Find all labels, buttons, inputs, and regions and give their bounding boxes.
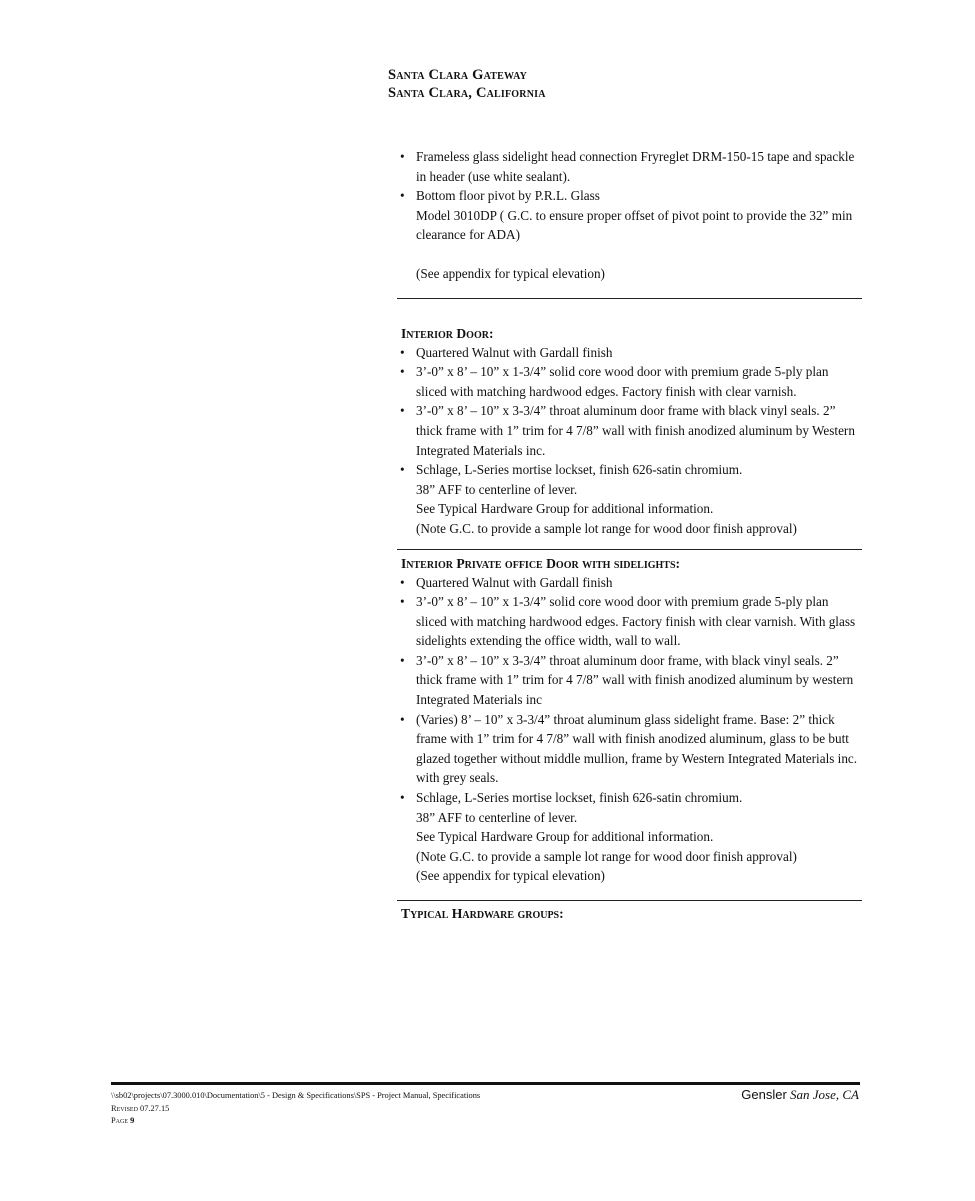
interior-door-list [397, 343, 862, 539]
page-label: Page [111, 1116, 128, 1126]
page-number [111, 1115, 480, 1128]
appendix-note: (See appendix for typical elevation) [416, 265, 605, 281]
list-item: • Schlage, L-Series mortise lockset, finish 626-satin chromium. [397, 788, 862, 808]
list-item: • Frameless glass sidelight head connection Fryreglet DRM-150-15 tape and spackle in header (use white sealant). [397, 147, 862, 186]
section-divider [397, 549, 862, 550]
list-item-continuation: Model 3010DP ( G.C. to ensure proper offset of pivot point to provide the 32” min clearance for ADA) [416, 207, 853, 243]
spec-content [397, 147, 862, 923]
firm-location: San Jose, CA [790, 1087, 859, 1102]
list-item: • 3’-0” x 8’ – 10” x 1-3/4” solid core wood door with premium grade 5-ply plan sliced with matching hardwood edges. Factory finish with clear varnish. [397, 362, 862, 401]
intro-list [397, 147, 862, 245]
list-item-continuation: (Note G.C. to provide a sample lot range for wood door finish approval) [416, 520, 797, 536]
list-item: • Quartered Walnut with Gardall finish [397, 343, 862, 363]
section-title-hardware-groups: Typical Hardware groups: [401, 906, 564, 921]
list-item: • Schlage, L-Series mortise lockset, finish 626-satin chromium. [397, 460, 862, 480]
section-divider [397, 900, 862, 901]
section-title-interior-door: Interior Door: [401, 325, 494, 341]
project-location: Santa Clara, California [388, 85, 546, 101]
list-item: • 3’-0” x 8’ – 10” x 1-3/4” solid core wood door with premium grade 5-ply plan sliced with matching hardwood edges. Factory finish with clear varnish. With glass sidelights extending the office width, wall to wall. [397, 592, 862, 651]
section-divider [397, 298, 862, 299]
list-item: • Bottom floor pivot by P.R.L. Glass [397, 186, 862, 206]
list-item: • 3’-0” x 8’ – 10” x 3-3/4” throat aluminum door frame with black vinyl seals. 2” thick frame with 1” trim for 4 7/8” wall with finish anodized aluminum by Western Integrated Materials inc. [397, 401, 862, 460]
list-item-continuation: 38” AFF to centerline of lever. [416, 481, 578, 497]
list-item-continuation: 38” AFF to centerline of lever. [416, 809, 578, 825]
firm-logo-text: Gensler [741, 1087, 787, 1102]
document-header [388, 66, 546, 102]
revision-date: Revised 07.27.15 [111, 1103, 170, 1113]
file-path: \\sb02\projects\07.3000.010\Documentation\5 - Design & Specifications\SPS - Project Manual, Specifications [111, 1091, 481, 1100]
footer-info [111, 1090, 480, 1128]
page-value: 9 [130, 1116, 135, 1126]
footer-firm [741, 1087, 859, 1103]
section-title-private-office-door: Interior Private office Door with sidelights: [401, 555, 681, 571]
footer-divider [111, 1082, 860, 1085]
list-item-continuation: See Typical Hardware Group for additional information. [416, 829, 714, 845]
list-item-continuation: (Note G.C. to provide a sample lot range for wood door finish approval) [416, 848, 797, 864]
list-item: • 3’-0” x 8’ – 10” x 3-3/4” throat aluminum door frame, with black vinyl seals. 2” thick frame with 1” trim for 4 7/8” wall with finish anodized aluminum by western Integrated Materials inc [397, 651, 862, 710]
list-item: • (Varies) 8’ – 10” x 3-3/4” throat aluminum glass sidelight frame. Base: 2” thick frame with 1” trim for 4 7/8” wall with finish anodized aluminum, glass to be butt glazed together without middle mullion, frame by Western Integrated Materials inc. with grey seals. [397, 710, 862, 788]
list-item-continuation: (See appendix for typical elevation) [416, 868, 605, 884]
private-office-door-list [397, 573, 862, 887]
project-name: Santa Clara Gateway [388, 67, 528, 83]
list-item-continuation: See Typical Hardware Group for additional information. [416, 501, 714, 517]
list-item: • Quartered Walnut with Gardall finish [397, 573, 862, 593]
